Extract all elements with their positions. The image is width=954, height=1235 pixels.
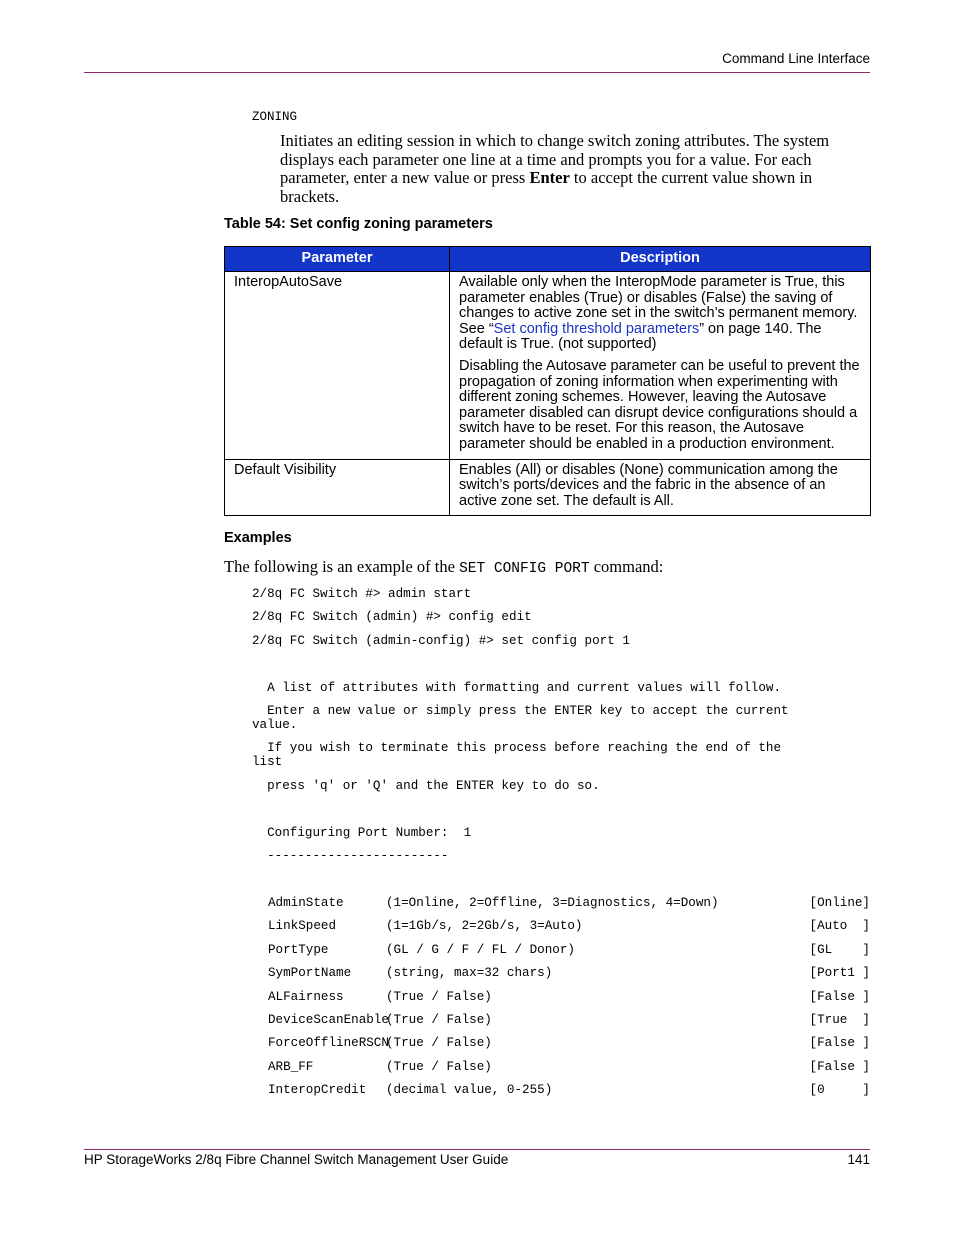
- code-line: press 'q' or 'Q' and the ENTER key to do so.: [252, 779, 600, 793]
- table-row: [225, 272, 871, 460]
- description-paragraph: [459, 275, 862, 353]
- intro-text-end: command:: [589, 557, 664, 576]
- attribute-row: [268, 1060, 870, 1076]
- footer-rule: [84, 1149, 870, 1150]
- column-header-description: Description: [450, 247, 871, 272]
- code-line: 2/8q FC Switch (admin-config) #> set config port 1: [252, 634, 630, 648]
- zoning-parameters-table: [224, 246, 871, 516]
- attribute-options: (string, max=32 chars): [386, 966, 553, 981]
- attribute-options: (True / False): [386, 1036, 492, 1051]
- attribute-row: [268, 966, 870, 982]
- code-line: ------------------------: [252, 849, 449, 863]
- footer-guide-title: HP StorageWorks 2/8q Fibre Channel Switch Management User Guide: [84, 1152, 509, 1167]
- parameter-cell: InteropAutoSave: [225, 272, 450, 460]
- code-line: Enter a new value or simply press the ENTER key to accept the current value.: [252, 704, 789, 732]
- attribute-options: (1=Online, 2=Offline, 3=Diagnostics, 4=Down): [386, 896, 719, 910]
- attribute-row: [268, 990, 870, 1006]
- attribute-name: ALFairness: [268, 989, 344, 1004]
- table-row: [225, 459, 871, 516]
- attribute-row: [268, 896, 870, 912]
- intro-text: The following is an example of the: [224, 557, 460, 576]
- examples-heading: Examples: [224, 530, 292, 546]
- attribute-name: LinkSpeed: [268, 919, 337, 934]
- code-line: A list of attributes with formatting and current values will follow.: [252, 681, 782, 695]
- code-line: 2/8q FC Switch (admin) #> config edit: [252, 610, 532, 624]
- page-number: 141: [847, 1152, 870, 1167]
- code-line: Configuring Port Number: 1: [252, 826, 472, 840]
- attribute-row: [268, 1036, 870, 1052]
- description-text-end: to accept the current value shown in brackets.: [280, 168, 813, 207]
- description-text-end: ” on page 140. The default is True. (not supported): [459, 320, 822, 353]
- description-text: Initiates an editing session in which to change switch zoning attributes. The system displays each parameter one line at a time and prompts you for a value. For each parameter, enter a new value or press: [280, 131, 830, 188]
- attribute-value: [False ]: [809, 989, 870, 1004]
- description-cell: [450, 272, 871, 460]
- attribute-row: [268, 1013, 870, 1029]
- attribute-value: [False ]: [809, 1059, 870, 1074]
- command-name: ZONING: [252, 110, 298, 124]
- attribute-name: AdminState: [268, 896, 344, 910]
- parameter-cell: Default Visibility: [225, 459, 450, 516]
- description-text: Available only when the InteropMode parameter is True, this parameter enables (True) or disables (False) the saving of changes to active zone set in the switch’s permanent memory. See “: [459, 274, 858, 337]
- attribute-name: ForceOfflineRSCN: [268, 1036, 389, 1051]
- running-header: Command Line Interface: [722, 51, 870, 66]
- command-inline-code: SET CONFIG PORT: [459, 561, 590, 577]
- column-header-parameter: Parameter: [225, 247, 450, 272]
- attribute-name: PortType: [268, 942, 329, 957]
- command-description: [280, 132, 860, 207]
- cross-reference-link[interactable]: Set config threshold parameters: [493, 320, 700, 337]
- table-header-row: [225, 247, 871, 272]
- attribute-value: [0 ]: [809, 1083, 870, 1098]
- attribute-value: [GL ]: [809, 942, 870, 957]
- attribute-row: [268, 919, 870, 935]
- attribute-options: (True / False): [386, 1059, 492, 1074]
- attribute-value: [Port1 ]: [809, 966, 870, 981]
- attribute-name: SymPortName: [268, 966, 352, 981]
- attribute-value: [True ]: [809, 1013, 870, 1027]
- enter-key-label: Enter: [529, 168, 570, 188]
- attribute-name: DeviceScanEnable: [268, 1013, 389, 1027]
- attribute-value: [Auto ]: [809, 919, 870, 934]
- attribute-value: [False ]: [809, 1036, 870, 1051]
- table-caption: Table 54: Set config zoning parameters: [224, 216, 493, 232]
- code-line: 2/8q FC Switch #> admin start: [252, 587, 472, 601]
- attribute-options: (True / False): [386, 1013, 492, 1027]
- description-paragraph: Disabling the Autosave parameter can be useful to prevent the propagation of zoning information when experimenting with different zoning schemes. However, leaving the Autosave parameter disabled can disrupt device configurations should a switch have to be reset. For this reason, the Autosave parameter should be enabled in a production environment.: [459, 357, 860, 452]
- attribute-options: (1=1Gb/s, 2=2Gb/s, 3=Auto): [386, 919, 583, 934]
- attribute-options: (decimal value, 0-255): [386, 1083, 553, 1098]
- code-line: If you wish to terminate this process before reaching the end of the list: [252, 741, 782, 769]
- header-rule: [84, 72, 870, 73]
- attribute-row: [268, 943, 870, 959]
- attribute-options: (True / False): [386, 989, 492, 1004]
- description-cell: Enables (All) or disables (None) communication among the switch’s ports/devices and the fabric in the absence of an active zone set. The default is All.: [450, 459, 871, 516]
- attribute-name: ARB_FF: [268, 1059, 314, 1074]
- examples-intro: [224, 557, 663, 577]
- attribute-row: [268, 1083, 870, 1099]
- attribute-name: InteropCredit: [268, 1083, 367, 1098]
- attribute-options: (GL / G / F / FL / Donor): [386, 942, 575, 957]
- attribute-value: [Online]: [809, 896, 870, 910]
